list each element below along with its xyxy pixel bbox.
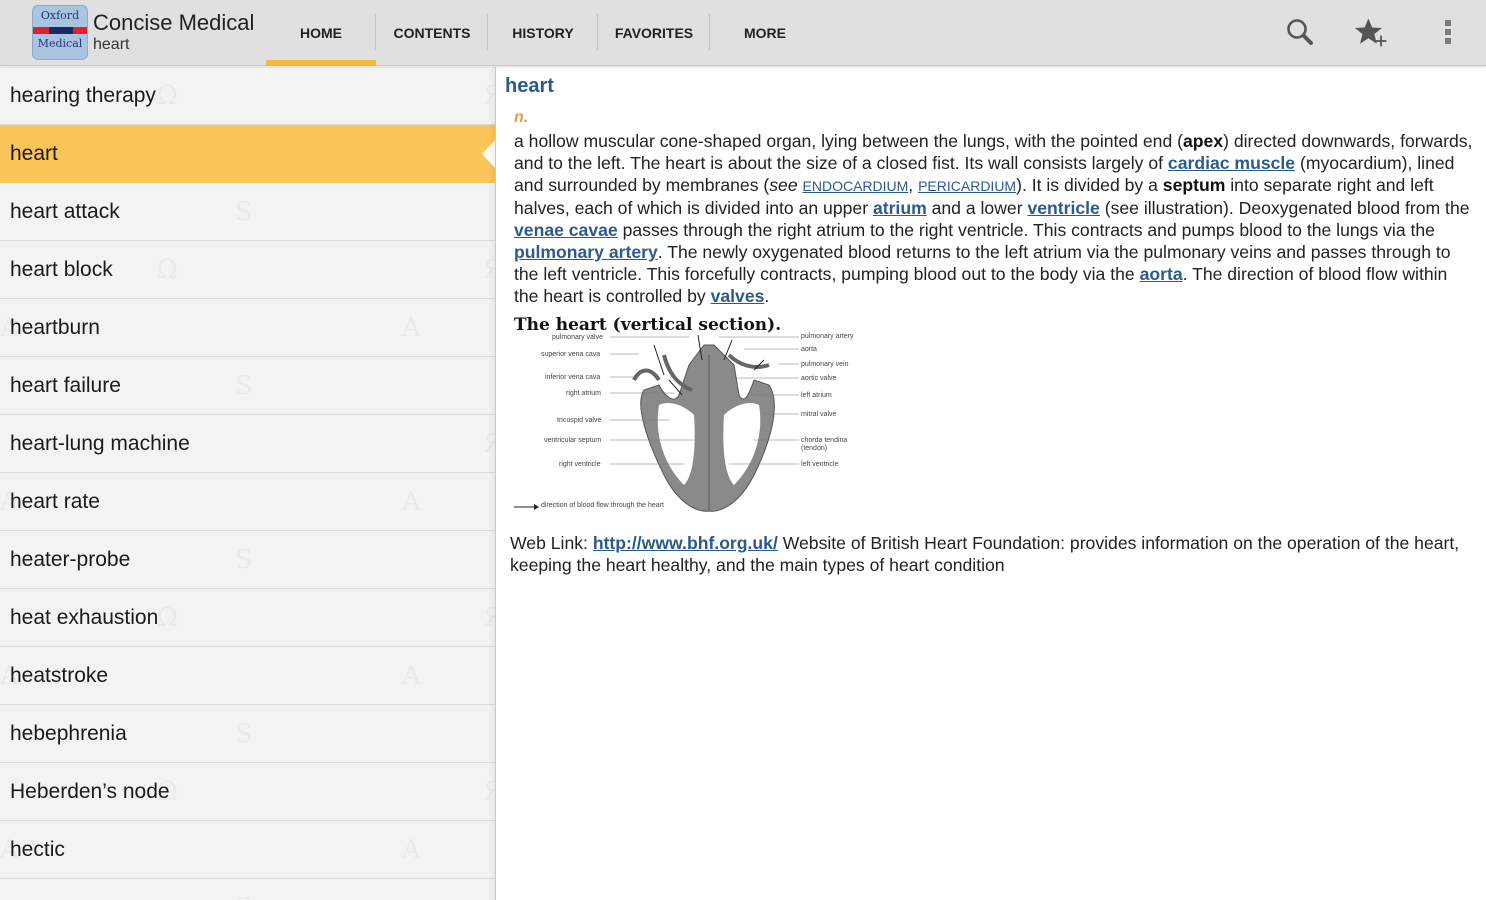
- active-tab-indicator: [266, 60, 376, 66]
- part-of-speech: n.: [514, 109, 529, 126]
- list-item[interactable]: [0, 589, 495, 647]
- text: . The newly oxygenated blood returns to the left atrium via the pulmonary veins and passes through to the left ventricle. This forcefully contracts, pumping blood out to the body via the: [514, 242, 1451, 284]
- entry-content: [497, 67, 1486, 900]
- list-item-label: hebephrenia: [10, 721, 127, 745]
- tab-history[interactable]: [488, 0, 598, 66]
- heart-illustration[interactable]: [514, 315, 864, 515]
- search-button[interactable]: [1282, 14, 1318, 50]
- list-item[interactable]: [0, 473, 495, 531]
- logo-text-top: Oxford: [40, 9, 80, 22]
- tab-contents[interactable]: [376, 0, 488, 66]
- entry-list[interactable]: [0, 67, 496, 900]
- text: (see illustration). Deoxygenated blood from the: [1099, 198, 1470, 218]
- link-pulmonary-artery[interactable]: pulmonary artery: [514, 242, 658, 262]
- app-title: Concise Medical: [93, 10, 255, 35]
- label-ventricular-septum: ventricular septum: [544, 437, 602, 444]
- label-pulmonary-valve: pulmonary valve: [552, 334, 603, 341]
- text: a hollow muscular cone-shaped organ, lying between the lungs, with the pointed end (: [514, 131, 1183, 151]
- list-item[interactable]: [0, 67, 495, 125]
- text: and a lower: [926, 198, 1028, 218]
- label-pulmonary-vein: pulmonary vein: [801, 361, 849, 368]
- list-item-label: heart: [10, 141, 58, 165]
- bold-term: septum: [1162, 175, 1226, 195]
- label-inferior-vena-cava: inferior vena cava: [545, 374, 601, 381]
- label-pulmonary-artery: pulmonary artery: [801, 333, 854, 340]
- list-item-label: heat exhaustion: [10, 605, 159, 629]
- star-plus-icon: [1354, 15, 1390, 49]
- more-vert-icon: [1443, 18, 1453, 46]
- app-subtitle: heart: [93, 36, 130, 53]
- link-cardiac-muscle[interactable]: cardiac muscle: [1167, 153, 1296, 173]
- list-item[interactable]: [0, 531, 495, 589]
- list-item[interactable]: [0, 647, 495, 705]
- list-item[interactable]: [0, 705, 495, 763]
- tab-label: HISTORY: [512, 25, 574, 41]
- label-mitral-valve: mitral valve: [801, 411, 837, 418]
- list-item-label: heart block: [10, 257, 113, 281]
- figure-title: The heart (vertical section).: [514, 315, 782, 335]
- list-item[interactable]: [0, 241, 495, 299]
- definition-text: [514, 130, 1474, 307]
- app-logo[interactable]: [32, 5, 88, 60]
- web-link-section: [510, 532, 1475, 576]
- list-item-label: heart failure: [10, 373, 121, 397]
- link-venae-cavae[interactable]: venae cavae: [514, 220, 618, 240]
- search-icon: [1285, 17, 1315, 47]
- tab-label: FAVORITES: [614, 25, 694, 41]
- list-item-label: hearing therapy: [10, 83, 156, 107]
- link-endocardium[interactable]: ENDOCARDIUM: [802, 178, 909, 194]
- logo-band-center: [49, 27, 73, 34]
- web-link-url[interactable]: http://www.bhf.org.uk/: [592, 533, 778, 553]
- list-item[interactable]: [0, 357, 495, 415]
- label-right-ventricle: right ventricle: [559, 461, 601, 468]
- tab-more[interactable]: [710, 0, 820, 66]
- label-left-ventricle: left ventricle: [801, 461, 839, 468]
- list-item[interactable]: [0, 415, 495, 473]
- link-ventricle[interactable]: ventricle: [1027, 198, 1100, 218]
- text: . The direction of blood flow within the heart is controlled by: [514, 264, 1448, 306]
- tab-home[interactable]: [266, 0, 376, 66]
- text: (myocardium), lined and surrounded by membranes (: [514, 153, 1455, 195]
- list-item[interactable]: [0, 299, 495, 357]
- web-link-label: Web Link:: [510, 533, 593, 553]
- text: ) directed downwards, forwards, and to the left. The heart is about the size of a closed fist. Its wall consists largely of: [514, 131, 1473, 173]
- list-item-label: heart-lung machine: [10, 431, 190, 455]
- list-item-selected[interactable]: [0, 125, 495, 183]
- list-item-label: heatstroke: [10, 663, 109, 687]
- action-bar: [0, 0, 1486, 66]
- text: passes through the right atrium to the right ventricle. This contracts and pumps blood to the lungs via the: [617, 220, 1435, 240]
- label-left-atrium: left atrium: [801, 392, 832, 399]
- logo-text-bottom: Medical: [37, 37, 83, 50]
- tab-label: MORE: [744, 25, 786, 41]
- tab-label: CONTENTS: [393, 25, 471, 41]
- list-item[interactable]: [0, 183, 495, 241]
- text: into separate right and left halves, each of which is divided into an upper: [514, 175, 1434, 218]
- label-superior-vena-cava: superior vena cava: [541, 351, 601, 358]
- link-valves[interactable]: valves: [710, 286, 765, 306]
- text: .: [764, 286, 770, 306]
- list-item-label: Heberden’s node: [10, 779, 170, 803]
- label-aortic-valve: aortic valve: [801, 375, 837, 382]
- bold-term: apex: [1182, 131, 1224, 151]
- list-item[interactable]: [0, 821, 495, 879]
- figure-legend: direction of blood flow through the heart: [541, 502, 664, 509]
- tab-label: HOME: [300, 25, 342, 41]
- list-item-label: heartburn: [10, 315, 100, 339]
- headword: heart: [505, 75, 554, 97]
- label-right-atrium: right atrium: [566, 390, 602, 397]
- italic-see: see: [769, 175, 798, 195]
- tab-bar: [266, 0, 820, 66]
- list-item-label: heart rate: [10, 489, 100, 513]
- label-aorta: aorta: [801, 346, 817, 353]
- text: ,: [908, 175, 919, 195]
- list-item-label: heater-probe: [10, 547, 131, 571]
- link-atrium[interactable]: atrium: [872, 198, 927, 218]
- link-aorta[interactable]: aorta: [1139, 264, 1183, 284]
- label-chorda-tendina: chorda tendina: [801, 437, 848, 444]
- tab-favorites[interactable]: [598, 0, 710, 66]
- list-item-label: hectic: [10, 837, 65, 861]
- label-tendon: (tendon): [801, 445, 828, 452]
- selection-pointer: [482, 139, 496, 169]
- text: ). It is divided by a: [1016, 175, 1163, 195]
- label-tricuspid-valve: tricuspid valve: [557, 417, 602, 424]
- list-item-label: heart attack: [10, 199, 120, 223]
- overflow-menu-button[interactable]: [1430, 14, 1466, 50]
- link-pericardium[interactable]: PERICARDIUM: [918, 178, 1017, 194]
- add-favorite-button[interactable]: [1354, 14, 1390, 50]
- web-link-description: Website of British Heart Foundation: provides information on the operation of the heart, keeping the heart healthy, and the main types of heart condition: [510, 533, 1460, 575]
- list-item[interactable]: [0, 763, 495, 821]
